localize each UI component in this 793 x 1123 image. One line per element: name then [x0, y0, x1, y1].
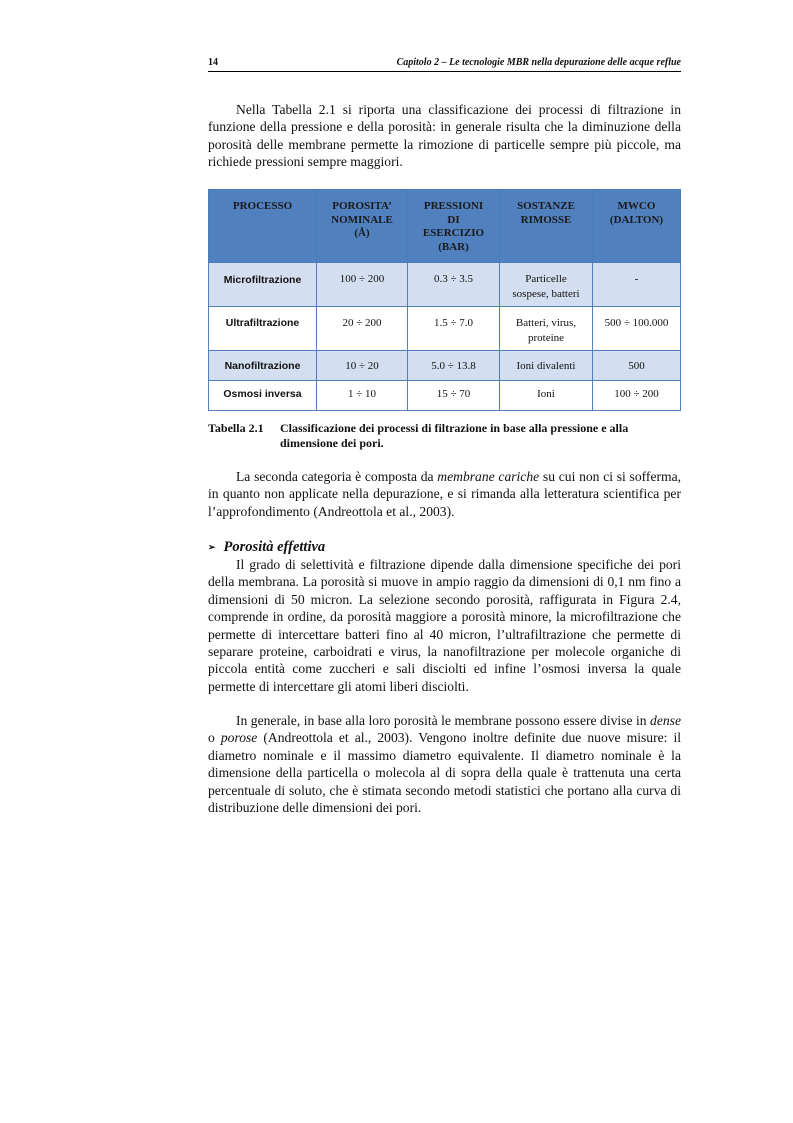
section-title: Porosità effettiva [223, 539, 326, 555]
page-number: 14 [208, 57, 218, 68]
table-row [209, 263, 681, 307]
running-header [208, 57, 681, 72]
table-row [209, 381, 681, 411]
mwco-cell: 100 ÷ 200 [593, 381, 681, 411]
bullet-arrow-icon: ➢ [208, 542, 216, 552]
caption-text: Classificazione dei processi di filtrazione in base alla pressione e alla dimensione dei pori. [280, 421, 629, 450]
filtration-table [208, 189, 681, 411]
paragraph-intro: Nella Tabella 2.1 si riporta una classificazione dei processi di filtrazione in funzione della pressione e della porosità: in generale risulta che la diminuzione della porosità delle membrane permette la rimozione di particelle sempre più piccole, ma richiede pressioni sempre maggiori. [208, 102, 681, 170]
mwco-cell: - [593, 263, 681, 307]
table-row [209, 307, 681, 351]
header-sostanze: SOSTANZE RIMOSSE [500, 190, 593, 263]
header-pressioni: PRESSIONI DI ESERCIZIO (BAR) [408, 190, 500, 263]
paragraph-dense-porose: In generale, in base alla loro porosità le membrane possono essere divise in dense o porose (Andreottola et al., 2003). Vengono inoltre definite due nuove misure: il diametro nominale e il massimo diametro equivalente. Il diametro nominale è la dimensione della particella o molecola al di sopra della quale è trattenuta una certa percentuale di soluto, che è stimata secondo metodi statistici che portano alla curva di distribuzione delle dimensioni dei pori. [208, 713, 681, 816]
caption-label: Tabella 2.1 [208, 421, 264, 435]
table-header-row [209, 190, 681, 263]
porosity-cell: 100 ÷ 200 [317, 263, 408, 307]
section-heading [208, 539, 325, 556]
header-mwco: MWCO (DALTON) [593, 190, 681, 263]
paragraph-porosita: Il grado di selettività e filtrazione dipende dalla dimensione specifiche dei pori della membrana. La porosità si muove in ampio raggio da dimensioni di 0,1 nm fino a dimensioni di 50 micron. La selezione secondo porosità, raffigurata in Figura 2.4, comprende in ordine, da porosità maggiore a porosità minore, la microfiltrazione che permette di intercettare batteri fino al 40 micron, l’ultrafiltrazione che permette di separare proteine, carboidrati e virus, la nanofiltrazione per molecole organiche di piccola entità come zuccheri e sali disciolti ed infine l’osmosi inversa la quale permette di intercettare gli atomi liberi disciolti. [208, 557, 681, 694]
substances-cell: Particelle sospese, batteri [500, 263, 593, 307]
porosity-cell: 10 ÷ 20 [317, 351, 408, 381]
substances-cell: Ioni [500, 381, 593, 411]
porosity-cell: 1 ÷ 10 [317, 381, 408, 411]
substances-cell: Ioni divalenti [500, 351, 593, 381]
process-name: Ultrafiltrazione [209, 307, 317, 351]
process-name: Osmosi inversa [209, 381, 317, 411]
pressure-cell: 0.3 ÷ 3.5 [408, 263, 500, 307]
pressure-cell: 1.5 ÷ 7.0 [408, 307, 500, 351]
header-porosita: POROSITA’ NOMINALE (Å) [317, 190, 408, 263]
pressure-cell: 5.0 ÷ 13.8 [408, 351, 500, 381]
paragraph-membrane-cariche: La seconda categoria è composta da membrane cariche su cui non ci si sofferma, in quanto non applicate nella depurazione, e si rimanda alla letteratura scientifica per l’approfondimento (Andreottola et al., 2003). [208, 469, 682, 519]
process-name: Microfiltrazione [209, 263, 317, 307]
mwco-cell: 500 ÷ 100.000 [593, 307, 681, 351]
process-name: Nanofiltrazione [209, 351, 317, 381]
pressure-cell: 15 ÷ 70 [408, 381, 500, 411]
table-row [209, 351, 681, 381]
porosity-cell: 20 ÷ 200 [317, 307, 408, 351]
mwco-cell: 500 [593, 351, 681, 381]
chapter-title: Capitolo 2 – Le tecnologie MBR nella depurazione delle acque reflue [396, 57, 681, 68]
header-processo: PROCESSO [209, 190, 317, 263]
substances-cell: Batteri, virus, proteine [500, 307, 593, 351]
